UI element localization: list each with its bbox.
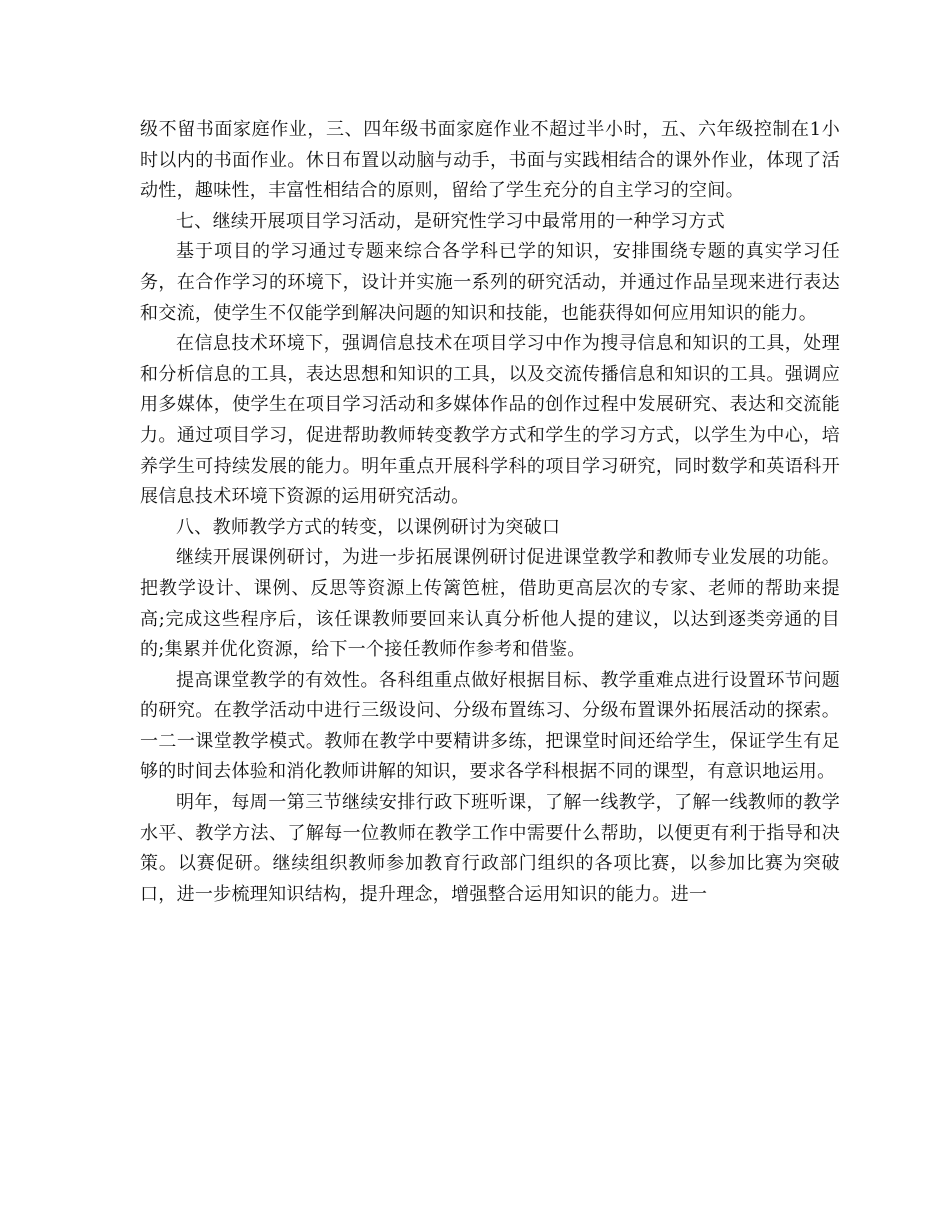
paragraph-lesson-study: 继续开展课例研讨，为进一步拓展课例研讨促进课堂教学和教师专业发展的功能。把教学设计、课例、反思等资源上传篱笆桩，借助更高层次的专家、老师的帮助来提高;完成这些程序后，该任课教师要回来认真分析他人提的建议，以达到逐类旁通的目的;集累并优化资源，给下一个接任教师作参考和借鉴。	[140, 547, 840, 661]
paragraph-information-technology: 在信息技术环境下，强调信息技术在项目学习中作为搜寻信息和知识的工具，处理和分析信息的工具，表达思想和知识的工具，以及交流传播信息和知识的工具。强调应用多媒体，使学生在项目学习活动和多媒体作品的创作过程中发展研究、表达和交流能力。通过项目学习，促进帮助教师转变教学方式和学生的学习方式，以学生为中心，培养学生可持续发展的能力。明年重点开展科学科的项目学习研究，同时数学和英语科开展信息技术环境下资源的运用研究活动。	[140, 333, 840, 508]
paragraph-next-year-plan: 明年，每周一第三节继续安排行政下班听课，了解一线教学，了解一线教师的教学水平、教学方法、了解每一位教师在教学工作中需要什么帮助，以便更有利于指导和决策。以赛促研。继续组织教师参加教育行政部门组织的各项比赛，以参加比赛为突破口，进一步梳理知识结构，提升理念，增强整合运用知识的能力。进一	[140, 792, 840, 905]
paragraph-project-learning: 基于项目的学习通过专题来综合各学科已学的知识，安排围绕专题的真实学习任务，在合作学习的环境下，设计并实施一系列的研究活动，并通过作品呈现来进行表达和交流，使学生不仅能学到解决问题的知识和技能，也能获得如何应用知识的能力。	[140, 241, 840, 324]
section-heading-eight: 八、教师教学方式的转变，以课例研讨为突破口	[176, 516, 561, 538]
paragraph-continued: 级不留书面家庭作业，三、四年级书面家庭作业不超过半小时，五、六年级控制在1小时以内的书面作业。休日布置以动脑与动手，书面与实践相结合的课外作业，体现了活动性，趣味性，丰富性相结合的原则，留给了学生充分的自主学习的空间。	[140, 119, 840, 202]
section-heading-seven: 七、继续开展项目学习活动，是研究性学习中最常用的一种学习方式	[176, 210, 725, 232]
paragraph-classroom-effectiveness: 提高课堂教学的有效性。各科组重点做好根据目标、教学重难点进行设置环节问题的研究。在教学活动中进行三级设问、分级布置练习、分级布置课外拓展活动的探索。一二一课堂教学模式。教师在教学中要精讲多练，把课堂时间还给学生，保证学生有足够的时间去体验和消化教师讲解的知识，要求各学科根据不同的课型，有意识地运用。	[140, 669, 840, 783]
document-body	[140, 115, 840, 910]
